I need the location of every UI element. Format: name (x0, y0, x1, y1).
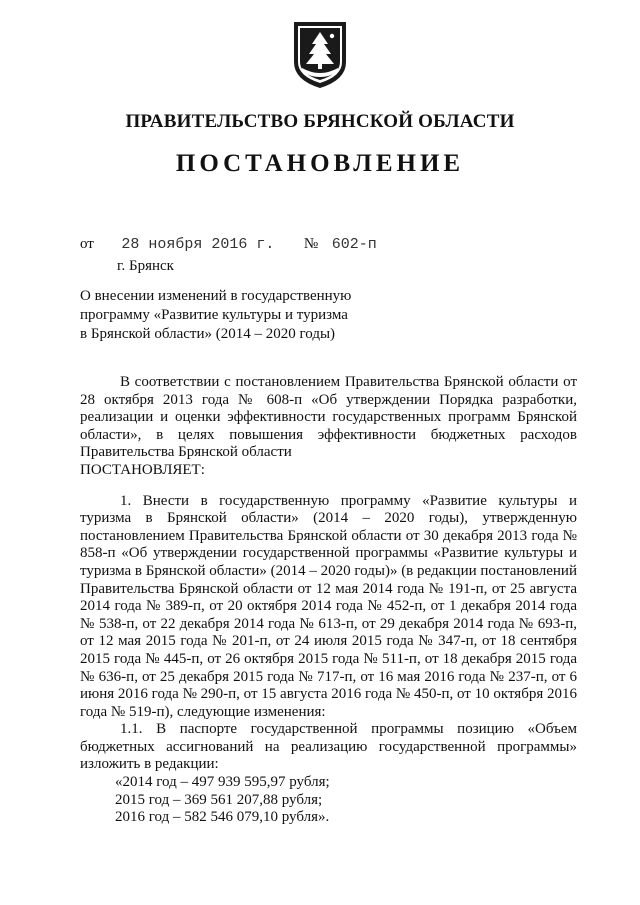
budget-line-2014: «2014 год – 497 939 595,97 рубля; (115, 774, 330, 791)
resolve-word: ПОСТАНОВЛЯЕТ: (80, 461, 205, 478)
document-type: ПОСТАНОВЛЕНИЕ (175, 150, 465, 177)
subject-line: в Брянской области» (2014 – 2020 годы) (80, 326, 336, 342)
document-date: 28 ноября 2016 г. (121, 236, 275, 253)
budget-line-2015: 2015 год – 369 561 207,88 рубля; (115, 791, 323, 808)
document-body (80, 374, 577, 827)
subject-line: О внесении изменений в государственную (80, 288, 352, 304)
document-subject (80, 287, 380, 344)
item-1-1-paragraph: 1.1. В паспорте государственной программы позицию «Объем бюджетных ассигнований на реализацию государственной программы» изложить в редакции: (80, 721, 577, 773)
number-sign: № (303, 236, 319, 252)
preamble-paragraph: В соответствии с постановлением Правительства Брянской области от 28 октября 2013 года № 608-п «Об утверждении Порядка разработки, реализации и оценки эффективности государственных программ Брянской области», в целях повышения эффективности бюджетных расходов Правительства Брянской области (80, 374, 577, 461)
document-number: 602-п (331, 236, 377, 253)
date-prefix: от (80, 236, 94, 252)
subject-line: программу «Развитие культуры и туризма (80, 307, 348, 323)
date-line (80, 236, 377, 253)
coat-of-arms-emblem (290, 18, 350, 90)
city: г. Брянск (117, 258, 174, 274)
budget-line-2016: 2016 год – 582 546 079,10 рубля». (115, 809, 330, 826)
government-title: ПРАВИТЕЛЬСТВО БРЯНСКОЙ ОБЛАСТИ (125, 111, 515, 132)
item-1-paragraph: 1. Внести в государственную программу «Развитие культуры и туризма в Брянской области» (2014 – 2020 годы), утвержденную постановлением Правительства Брянской области от 30 декабря 2013 года № 858-п «Об утверждении государственной программы «Развитие культуры и туризма в Брянской области» (2014 – 2020 годы)» (в редакции постановлений Правительства Брянской области от 12 мая 2014 года № 191-п, от 25 августа 2014 года № 389-п, от 20 октября 2014 года № 452-п, от 1 декабря 2014 года № 538-п, от 22 декабря 2014 года № 613-п, от 29 декабря 2014 года № 693-п, от 12 мая 2015 года № 201-п, от 24 июля 2015 года № 347-п, от 18 сентября 2015 года № 445-п, от 26 октября 2015 года № 511-п, от 18 декабря 2015 года № 636-п, от 25 декабря 2015 года № 717-п, от 16 мая 2016 года № 237-п, от 6 июня 2016 года № 290-п, от 15 августа 2016 года № 450-п, от 10 октября 2016 года № 519-п), следующие изменения: (80, 492, 577, 720)
